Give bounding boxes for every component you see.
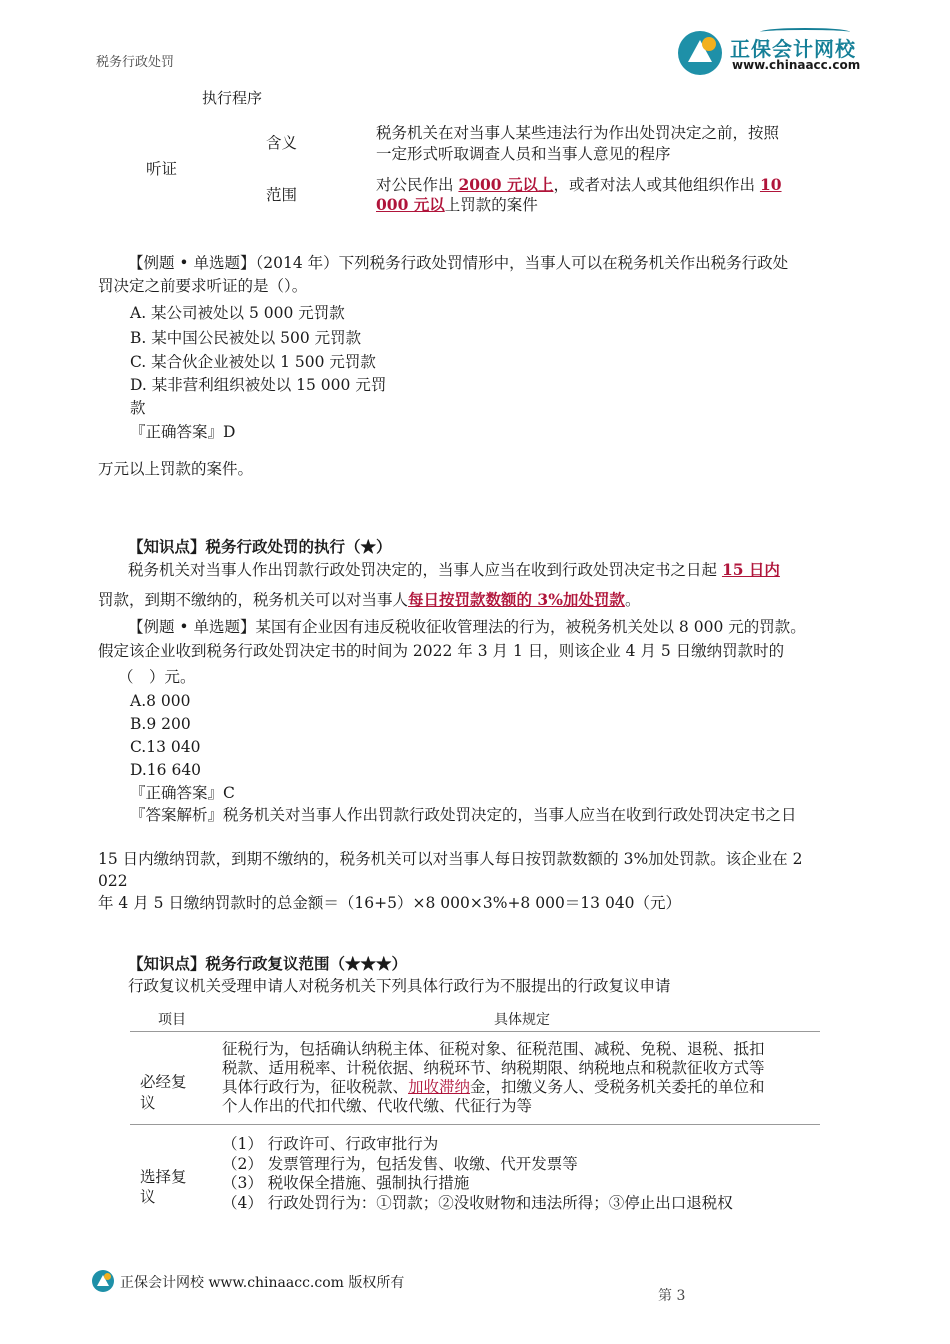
row-label: 议 bbox=[140, 1188, 156, 1206]
row-text: 税款、适用税率、计税依据、纳税环节、纳税期限、纳税地点和税款征收方式等 bbox=[222, 1059, 765, 1077]
row-text: （3） 税收保全措施、强制执行措施 bbox=[222, 1174, 470, 1192]
table-header: 项目 bbox=[158, 1012, 186, 1028]
logo-url: www.chinaacc.com bbox=[732, 58, 861, 72]
text: 税务机关对当事人作出罚款行政处罚决定的，当事人应当在收到行政处罚决定书之日起 bbox=[128, 561, 718, 579]
option: D. 某非营利组织被处以 15 000 元罚 bbox=[130, 376, 387, 394]
footer-logo-icon bbox=[92, 1270, 114, 1292]
text: 罚款，到期不缴纳的，税务机关可以对当事人 bbox=[98, 591, 409, 609]
row-text bbox=[376, 175, 782, 195]
analysis-text: 年 4 月 5 日缴纳罚款时的总金额＝（16+5）×8 000×3%+8 000＝13 040（元） bbox=[98, 894, 682, 912]
row-label: 必经复 bbox=[140, 1073, 187, 1091]
table-title: 执行程序 bbox=[202, 89, 263, 107]
row-text bbox=[376, 195, 538, 214]
text: ，或者对法人或其他组织作出 bbox=[553, 176, 756, 194]
answer: 『正确答案』D bbox=[130, 423, 236, 441]
option: B. 某中国公民被处以 500 元罚款 bbox=[130, 329, 362, 347]
table-border bbox=[130, 1031, 820, 1032]
option: A. 某公司被处以 5 000 元罚款 bbox=[130, 304, 345, 322]
text: 具体行政行为，征收税款、 bbox=[222, 1078, 409, 1096]
analysis-text: 『答案解析』税务机关对当事人作出罚款行政处罚决定的，当事人应当在收到行政处罚决定书之日 bbox=[130, 806, 797, 824]
option: B.9 200 bbox=[130, 715, 191, 733]
logo-icon bbox=[678, 31, 722, 75]
footer-text: 正保会计网校 www.chinaacc.com 版权所有 bbox=[120, 1275, 405, 1291]
highlight: 10 bbox=[759, 175, 782, 194]
highlight: 15 日内 bbox=[721, 560, 780, 579]
header-section-title: 税务行政处罚 bbox=[96, 55, 175, 70]
row-text: （4） 行政处罚行为：①罚款；②没收财物和违法所得；③停止出口退税权 bbox=[222, 1194, 733, 1212]
highlight: 000 元以 bbox=[376, 195, 445, 214]
example-stem: （ ）元。 bbox=[118, 668, 196, 686]
text: 对公民作出 bbox=[376, 176, 454, 194]
row-label: 范围 bbox=[266, 186, 298, 204]
text: 金，扣缴义务人、受税务机关委托的单位和 bbox=[470, 1078, 765, 1096]
example-stem: 【例题 • 单选题】（2014 年）下列税务行政处罚情形中，当事人可以在税务机关作出税务行政处 bbox=[128, 254, 789, 272]
analysis-text: 万元以上罚款的案件。 bbox=[98, 460, 254, 478]
example-stem: 假定该企业收到税务行政处罚决定书的时间为 2022 年 3 月 1 日，则该企业 4 月 5 日缴纳罚款时的 bbox=[98, 642, 785, 660]
text: 。 bbox=[624, 591, 641, 609]
row-label: 含义 bbox=[266, 134, 298, 152]
answer: 『正确答案』C bbox=[130, 784, 235, 802]
option: D.16 640 bbox=[130, 761, 202, 779]
logo-text: 正保会计网校 bbox=[730, 37, 856, 61]
knowledge-text bbox=[98, 590, 640, 610]
row-text: 个人作出的代扣代缴、代收代缴、代征行为等 bbox=[222, 1097, 533, 1115]
row-text: 征税行为，包括确认纳税主体、征税对象、征税范围、减税、免税、退税、抵扣 bbox=[222, 1040, 765, 1058]
row-text: （2） 发票管理行为，包括发售、收缴、代开发票等 bbox=[222, 1155, 578, 1173]
row-text: 一定形式听取调查人员和当事人意见的程序 bbox=[376, 145, 671, 163]
option: C. 某合伙企业被处以 1 500 元罚款 bbox=[130, 353, 376, 371]
row-text: 税务机关在对当事人某些违法行为作出处罚决定之前，按照 bbox=[376, 124, 780, 142]
example-stem: 【例题 • 单选题】某国有企业因有违反税收征收管理法的行为，被税务机关处以 8 000 元的罚款。 bbox=[128, 618, 806, 636]
group-label: 听证 bbox=[146, 160, 178, 178]
knowledge-text bbox=[128, 560, 780, 579]
row-text bbox=[222, 1078, 765, 1097]
option: C.13 040 bbox=[130, 738, 201, 756]
table-header: 具体规定 bbox=[494, 1012, 550, 1028]
knowledge-heading: 【知识点】税务行政处罚的执行（★） bbox=[128, 537, 392, 556]
highlight: 每日按罚款数额的 3%加处罚款 bbox=[408, 590, 625, 609]
page-number: 第 3 bbox=[658, 1288, 686, 1304]
table-border bbox=[130, 1124, 820, 1125]
row-label: 选择复 bbox=[140, 1168, 187, 1186]
knowledge-heading: 【知识点】税务行政复议范围（★★★） bbox=[128, 954, 408, 973]
analysis-text: 15 日内缴纳罚款，到期不缴纳的，税务机关可以对当事人每日按罚款数额的 3%加处罚款。该企业在 2 bbox=[98, 850, 803, 868]
text: 上罚款的案件 bbox=[444, 196, 538, 214]
knowledge-text: 行政复议机关受理申请人对税务机关下列具体行政行为不服提出的行政复议申请 bbox=[128, 977, 671, 995]
highlight: 2000 元以上 bbox=[458, 175, 554, 194]
row-label: 议 bbox=[140, 1094, 156, 1112]
option: 款 bbox=[130, 399, 146, 417]
option: A.8 000 bbox=[130, 692, 191, 710]
row-text: （1） 行政许可、行政审批行为 bbox=[222, 1135, 439, 1153]
highlight: 加收滞纳 bbox=[408, 1078, 471, 1096]
analysis-text: 022 bbox=[98, 872, 128, 890]
example-stem: 罚决定之前要求听证的是（）。 bbox=[98, 277, 308, 295]
